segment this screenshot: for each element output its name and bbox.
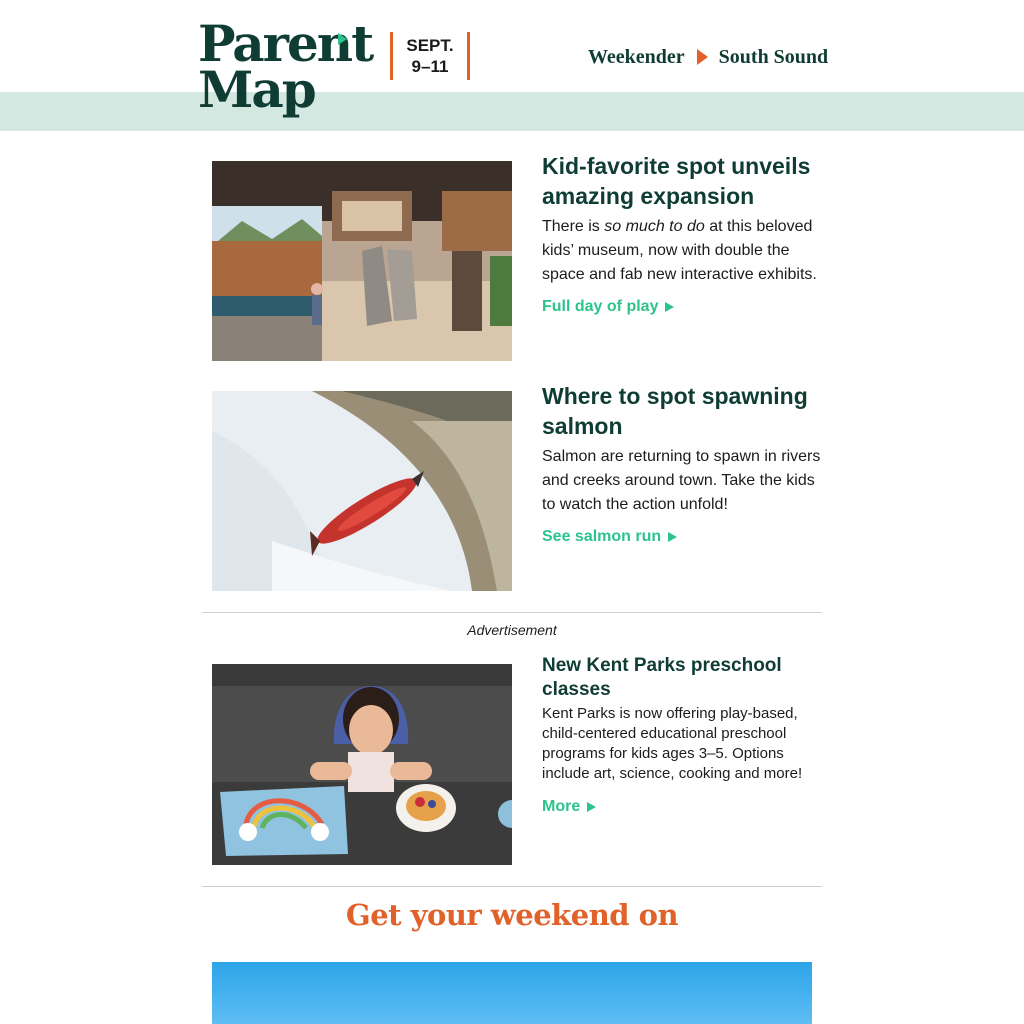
header-band [0,92,1024,131]
article-text [542,381,827,548]
ad-title[interactable]: New Kent Parks preschool classes [542,655,782,700]
date-days: 9–11 [411,57,449,76]
article-title[interactable]: Kid-favorite spot unveils amazing expansion [542,153,811,209]
museum-interior-photo[interactable] [212,161,512,361]
play-arrow-icon [668,532,677,542]
advertisement-label: Advertisement [467,622,557,638]
triangle-right-icon [697,49,708,65]
desc-part-2: at this beloved kids’ museum, now with double the space and fab new interactive exhibits. [542,218,817,283]
edition-region: South Sound [718,45,829,68]
desc-emphasis: so much to do [604,218,705,235]
article-text [542,151,827,318]
article-description: Salmon are returning to spawn in rivers and creeks around town. Take the kids to watch the action unfold! [542,448,821,513]
weekend-hero-image[interactable] [212,962,812,1024]
ad-text [542,654,827,818]
ad-description: Kent Parks is now offering play-based, child-centered educational preschool programs for kids ages 3–5. Options include art, science, cooking and more! [542,705,803,782]
child-at-table-photo[interactable] [212,664,512,865]
see-salmon-run-link[interactable] [542,526,677,548]
desc-part-1: There is [542,218,605,235]
article-title[interactable]: Where to spot spawning salmon [542,383,808,439]
article-description [542,215,827,287]
cta-label: More [542,798,581,815]
play-arrow-icon [665,302,674,312]
email-header [0,0,1024,131]
full-day-of-play-link[interactable] [542,296,674,318]
logo-line-1: Parent [198,14,373,73]
edition-name: Weekender [588,45,685,68]
salmon-jumping-photo[interactable] [212,391,512,591]
date-month: SEPT. [406,36,454,55]
play-arrow-icon [587,802,596,812]
ad-kent-parks [212,655,822,865]
section-heading: Get your weekend on [345,898,679,932]
logo-line-2: Map [198,60,315,119]
divider [202,612,822,613]
logo-play-icon [338,33,347,45]
edition-label [588,44,828,70]
cta-label: See salmon run [542,528,662,545]
issue-date [390,32,470,80]
more-link[interactable] [542,796,596,818]
cta-label: Full day of play [542,298,659,315]
parentmap-logo[interactable] [198,14,373,121]
divider [202,886,822,887]
